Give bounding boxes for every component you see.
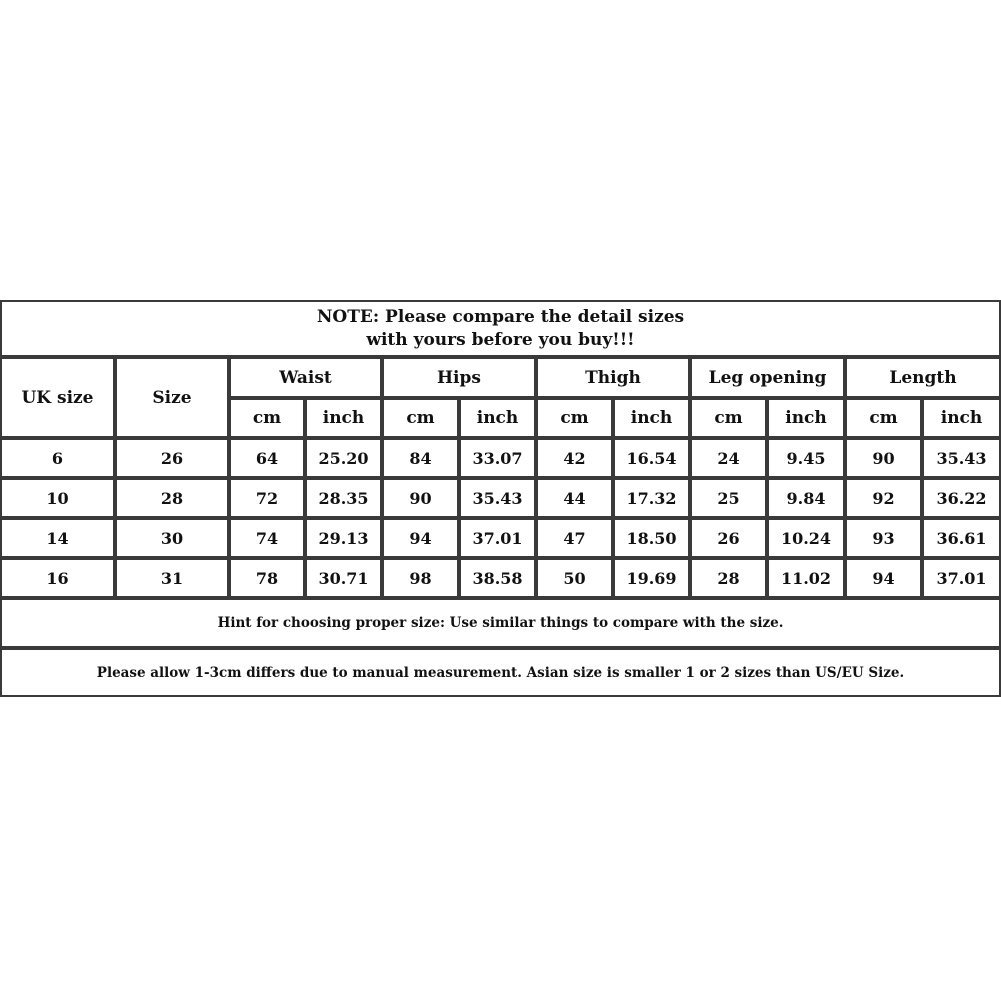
waist-cm-header: cm: [229, 398, 305, 438]
size-cell: 28: [115, 478, 229, 518]
leg-opening-inch-cell: 11.02: [767, 558, 845, 598]
size-cell: 31: [115, 558, 229, 598]
hips-inch-cell: 33.07: [459, 438, 536, 478]
hips-inch-cell: 38.58: [459, 558, 536, 598]
thigh-cm-cell: 50: [536, 558, 613, 598]
hips-cm-cell: 84: [382, 438, 459, 478]
thigh-cm-cell: 47: [536, 518, 613, 558]
waist-inch-cell: 25.20: [305, 438, 382, 478]
length-inch-cell: 36.22: [922, 478, 1001, 518]
length-inch-cell: 37.01: [922, 558, 1001, 598]
waist-inch-header: inch: [305, 398, 382, 438]
size-cell: 30: [115, 518, 229, 558]
thigh-inch-cell: 17.32: [613, 478, 690, 518]
leg-opening-cm-cell: 24: [690, 438, 767, 478]
footnote-text: Please allow 1-3cm differs due to manual measurement. Asian size is smaller 1 or 2 sizes than US/EU Size.: [0, 648, 1001, 697]
leg-opening-cm-header: cm: [690, 398, 767, 438]
thigh-cm-header: cm: [536, 398, 613, 438]
hips-cm-cell: 98: [382, 558, 459, 598]
waist-cm-cell: 74: [229, 518, 305, 558]
note-box: [0, 300, 1001, 357]
waist-inch-cell: 30.71: [305, 558, 382, 598]
hips-cm-cell: 94: [382, 518, 459, 558]
length-inch-cell: 36.61: [922, 518, 1001, 558]
hips-cm-header: cm: [382, 398, 459, 438]
size-chart: [0, 300, 1001, 697]
size-cell: 26: [115, 438, 229, 478]
uk-size-cell: 6: [0, 438, 115, 478]
thigh-inch-header: inch: [613, 398, 690, 438]
leg-opening-inch-cell: 10.24: [767, 518, 845, 558]
thigh-header: Thigh: [536, 357, 690, 398]
thigh-cm-cell: 44: [536, 478, 613, 518]
waist-inch-cell: 29.13: [305, 518, 382, 558]
length-cm-header: cm: [845, 398, 922, 438]
leg-opening-inch-cell: 9.84: [767, 478, 845, 518]
uk-size-cell: 16: [0, 558, 115, 598]
size-header: Size: [115, 357, 229, 438]
leg-opening-cm-cell: 26: [690, 518, 767, 558]
hips-inch-cell: 37.01: [459, 518, 536, 558]
note-line-1: NOTE: Please compare the detail sizes: [316, 306, 685, 327]
hips-inch-cell: 35.43: [459, 478, 536, 518]
length-inch-header: inch: [922, 398, 1001, 438]
hint-text: Hint for choosing proper size: Use similar things to compare with the size.: [0, 598, 1001, 648]
waist-cm-cell: 78: [229, 558, 305, 598]
uk-size-cell: 14: [0, 518, 115, 558]
length-inch-cell: 35.43: [922, 438, 1001, 478]
length-header: Length: [845, 357, 1001, 398]
hips-header: Hips: [382, 357, 536, 398]
leg-opening-header: Leg opening: [690, 357, 845, 398]
thigh-inch-cell: 16.54: [613, 438, 690, 478]
thigh-inch-cell: 19.69: [613, 558, 690, 598]
leg-opening-cm-cell: 28: [690, 558, 767, 598]
waist-cm-cell: 64: [229, 438, 305, 478]
hips-inch-header: inch: [459, 398, 536, 438]
waist-inch-cell: 28.35: [305, 478, 382, 518]
waist-cm-cell: 72: [229, 478, 305, 518]
waist-header: Waist: [229, 357, 382, 398]
thigh-inch-cell: 18.50: [613, 518, 690, 558]
length-cm-cell: 92: [845, 478, 922, 518]
leg-opening-inch-cell: 9.45: [767, 438, 845, 478]
uk-size-header: UK size: [0, 357, 115, 438]
length-cm-cell: 94: [845, 558, 922, 598]
length-cm-cell: 93: [845, 518, 922, 558]
uk-size-cell: 10: [0, 478, 115, 518]
leg-opening-cm-cell: 25: [690, 478, 767, 518]
thigh-cm-cell: 42: [536, 438, 613, 478]
note-line-2: with yours before you buy!!!: [366, 329, 635, 350]
length-cm-cell: 90: [845, 438, 922, 478]
leg-opening-inch-header: inch: [767, 398, 845, 438]
hips-cm-cell: 90: [382, 478, 459, 518]
